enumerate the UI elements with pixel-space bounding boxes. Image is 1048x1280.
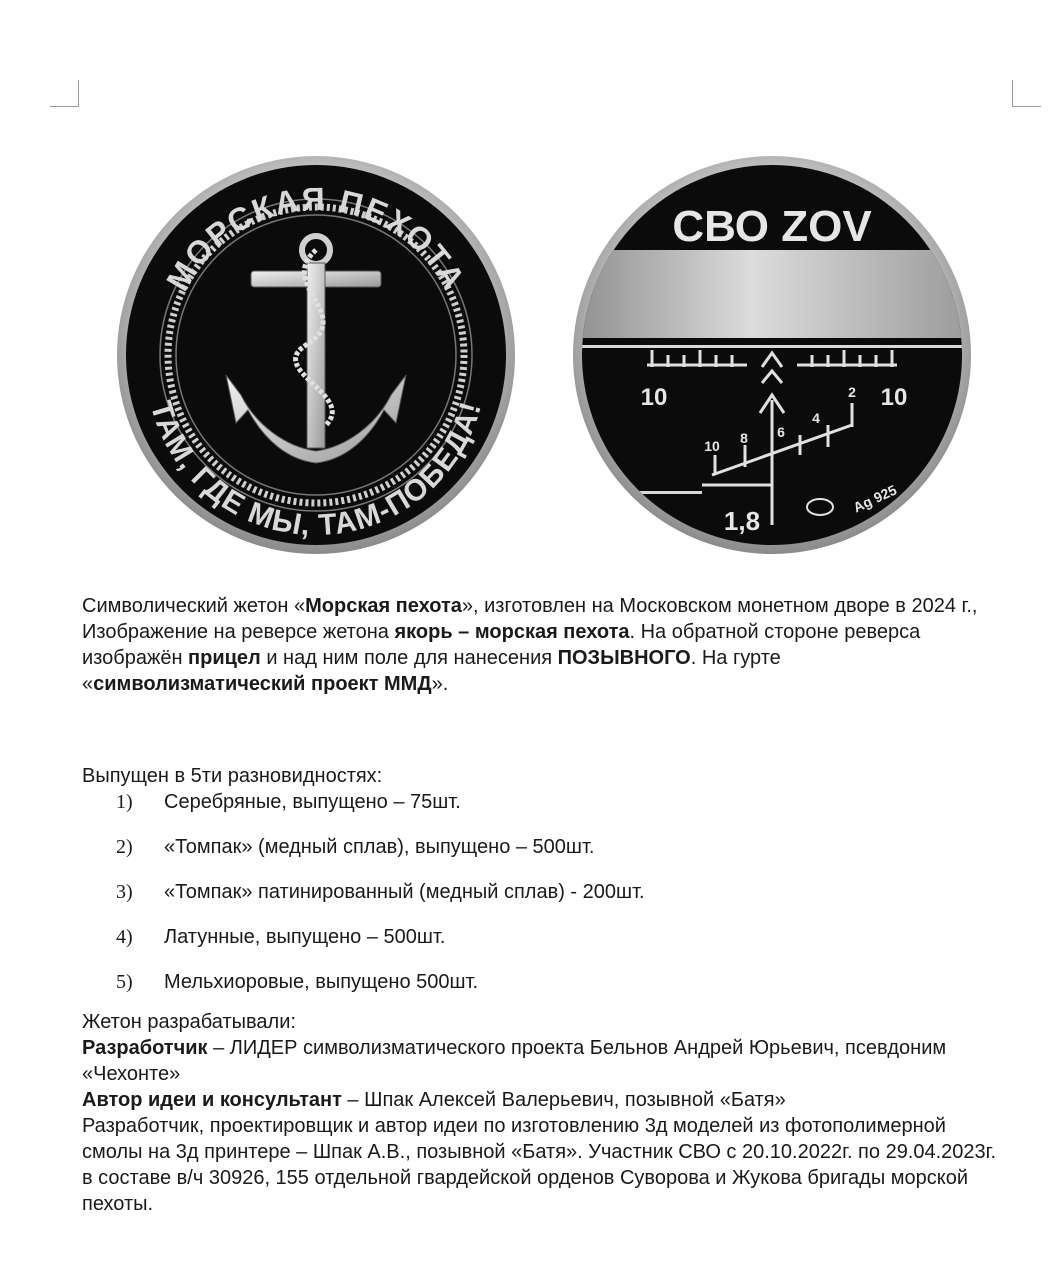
range-mark-10: 10 <box>704 438 720 454</box>
intro-bold-5: символизматический проект ММД <box>93 673 432 695</box>
list-item <box>82 834 1002 879</box>
intro-part-5: и над ним поле для нанесения <box>260 647 558 669</box>
developer-line <box>82 1035 1002 1087</box>
coin-reverse <box>572 155 972 555</box>
intro-bold-2: якорь – морская пехота <box>394 621 630 643</box>
intro-part-4: . На обратной стороне реверса изображён <box>82 621 921 669</box>
list-item <box>82 969 1002 1014</box>
reverse-top-text: СВО ZOV <box>672 202 872 251</box>
coin-obverse <box>116 155 516 555</box>
crop-mark-right <box>1012 80 1041 107</box>
author-text: – Шпак Алексей Валерьевич, позывной «Батя» <box>341 1089 786 1111</box>
intro-bold-4: ПОЗЫВНОГО <box>557 647 691 669</box>
list-item <box>82 789 1002 834</box>
intro-bold-3: прицел <box>188 647 261 669</box>
obverse-bottom-inscription: ТАМ, ГДЕ МЫ, ТАМ-ПОБЕДА! <box>143 397 489 543</box>
coin-reverse-image <box>572 155 972 555</box>
list-text: Серебряные, выпущено – 75шт. <box>164 791 461 813</box>
crop-mark-left <box>50 80 79 107</box>
list-item <box>82 879 1002 924</box>
author-label: Автор идеи и консультант <box>82 1089 342 1111</box>
intro-part-1: Символический жетон « <box>82 595 306 617</box>
range-mark-2: 2 <box>848 384 856 400</box>
range-mark-4: 4 <box>812 410 820 426</box>
variants-section <box>82 763 1002 1014</box>
metal-mark: Ag 925 <box>850 481 900 516</box>
variants-list <box>82 789 1002 1014</box>
intro-text <box>82 593 1002 697</box>
obverse-top-inscription: МОРСКАЯ ПЕХОТА <box>159 180 473 297</box>
scale-left-label: 10 <box>640 384 668 411</box>
author-line <box>82 1087 1002 1113</box>
developer-text: – ЛИДЕР символизматического проекта Бельнов Андрей Юрьевич, псевдоним «Чехонте» <box>82 1037 947 1085</box>
credits-heading: Жетон разрабатывали: <box>82 1011 296 1033</box>
variants-heading: Выпущен в 5ти разновидностях: <box>82 765 383 787</box>
credits-details: Разработчик, проектировщик и автор идеи по изготовлению 3д моделей из фотополимерной смолы на 3д принтере – Шпак А.В., позывной «Батя». Участник СВО с 20.10.2022г. по 29.04.2023г. в составе в/ч 30926, 155 отдельной гвардейской орденов Суворова и Жукова бригады морской пехоты. <box>82 1115 997 1215</box>
intro-bold-1: Морская пехота <box>305 595 462 617</box>
list-number: 5) <box>116 971 133 993</box>
range-mark-6: 6 <box>777 424 785 440</box>
intro-part-3: Изображение на реверсе жетона <box>82 621 395 643</box>
list-number: 3) <box>116 881 133 903</box>
list-text: «Томпак» (медный сплав), выпущено – 500шт. <box>164 836 595 858</box>
list-text: Мельхиоровые, выпущено 500шт. <box>164 971 479 993</box>
range-mark-8: 8 <box>740 430 748 446</box>
credits-section <box>82 1009 1002 1217</box>
intro-part-2: », изготовлен на Московском монетном дворе в 2024 г., <box>461 595 978 617</box>
scale-right-label: 10 <box>880 384 908 411</box>
intro-part-7: ». <box>431 673 449 695</box>
list-text: «Томпак» патинированный (медный сплав) - 200шт. <box>164 881 645 903</box>
developer-label: Разработчик <box>82 1037 208 1059</box>
list-number: 4) <box>116 926 133 948</box>
list-item <box>82 924 1002 969</box>
list-number: 2) <box>116 836 133 858</box>
list-number: 1) <box>116 791 133 813</box>
reverse-bottom-value: 1,8 <box>723 506 761 536</box>
list-text: Латунные, выпущено – 500шт. <box>164 926 446 948</box>
intro-part-6: . На гурте « <box>82 647 781 695</box>
coin-obverse-image <box>116 155 516 555</box>
